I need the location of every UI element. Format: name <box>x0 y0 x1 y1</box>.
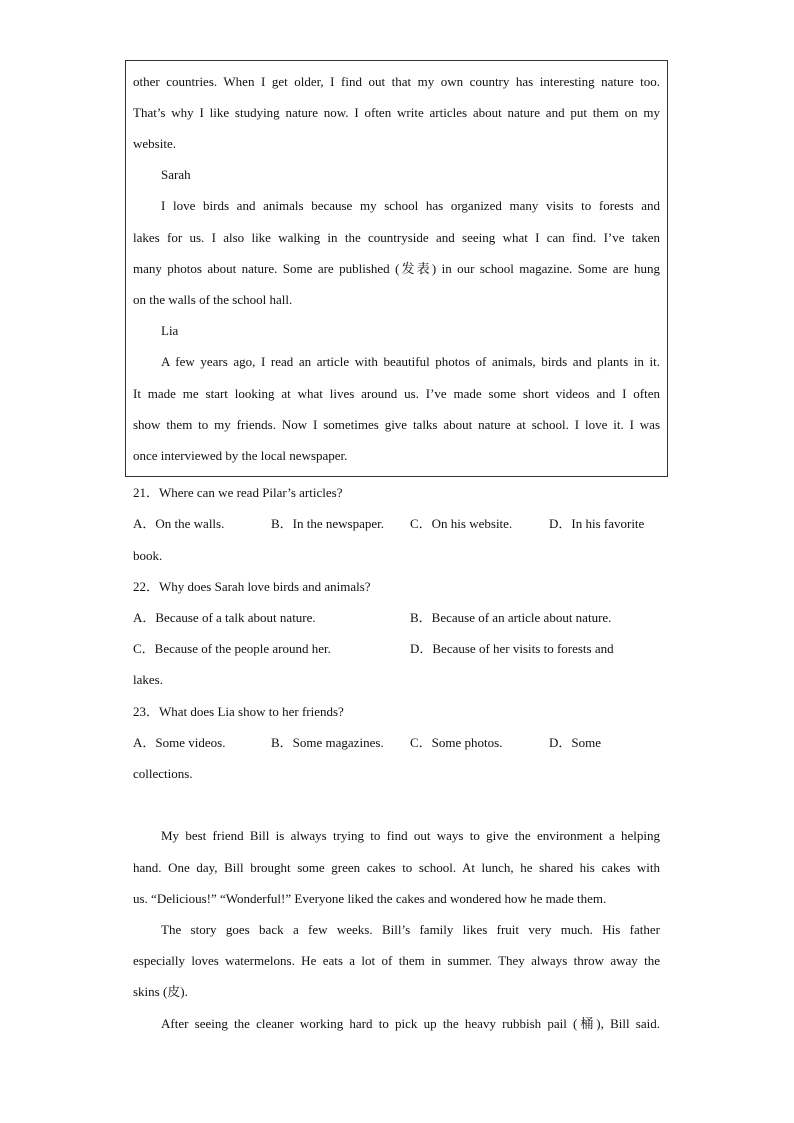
answer-option-b: B．Some magazines. <box>271 735 384 750</box>
passage-line: show them to my friends. Now I sometimes give talks about nature at school. I love it. I was <box>133 417 660 432</box>
speaker-name-lia: Lia <box>161 323 179 338</box>
passage-line: other countries. When I get older, I find out that my own country has interesting nature too. <box>133 74 660 89</box>
passage-line: many photos about nature. Some are published (发表) in our school magazine. Some are hung <box>133 261 660 276</box>
passage-line: once interviewed by the local newspaper. <box>133 448 348 463</box>
passage-line: The story goes back a few weeks. Bill’s family likes fruit very much. His father <box>161 922 660 937</box>
passage-line: skins (皮). <box>133 984 188 999</box>
answer-option-c: C．On his website. <box>410 516 513 531</box>
passage-line: hand. One day, Bill brought some green cakes to school. At lunch, he shared his cakes with <box>133 860 660 875</box>
speaker-name-sarah: Sarah <box>161 167 191 182</box>
answer-option-d: D．Because of her visits to forests and <box>410 641 614 656</box>
passage-line: A few years ago, I read an article with beautiful photos of animals, birds and plants in it. <box>161 354 660 369</box>
passage-line: especially loves watermelons. He eats a lot of them in summer. They always throw away the <box>133 953 660 968</box>
question-stem: 22．Why does Sarah love birds and animals? <box>133 579 371 594</box>
answer-option-a: A．On the walls. <box>133 516 225 531</box>
passage-line: us. “Delicious!” “Wonderful!” Everyone liked the cakes and wondered how he made them. <box>133 891 607 906</box>
passage-line: lakes for us. I also like walking in the countryside and seeing what I can find. I’ve taken <box>133 230 660 245</box>
answer-option-wrap: lakes. <box>133 672 163 687</box>
passage-line: It made me start looking at what lives around us. I’ve made some short videos and I often <box>133 386 660 401</box>
question-stem: 23．What does Lia show to her friends? <box>133 704 344 719</box>
answer-option-b: B．Because of an article about nature. <box>410 610 612 625</box>
answer-option-a: A．Some videos. <box>133 735 226 750</box>
passage-line: After seeing the cleaner working hard to pick up the heavy rubbish pail (桶), Bill said. <box>161 1016 660 1031</box>
passage-line: I love birds and animals because my school has organized many visits to forests and <box>161 198 660 213</box>
answer-option-b: B．In the newspaper. <box>271 516 385 531</box>
passage-line: My best friend Bill is always trying to find out ways to give the environment a helping <box>161 828 660 843</box>
question-stem: 21．Where can we read Pilar’s articles? <box>133 485 343 500</box>
answer-option-c: C．Because of the people around her. <box>133 641 331 656</box>
answer-option-a: A．Because of a talk about nature. <box>133 610 316 625</box>
passage-line: website. <box>133 136 176 151</box>
answer-option-d: D．In his favorite <box>549 516 645 531</box>
answer-option-c: C．Some photos. <box>410 735 503 750</box>
passage-line: on the walls of the school hall. <box>133 292 293 307</box>
answer-option-wrap: collections. <box>133 766 193 781</box>
answer-option-d: D．Some <box>549 735 602 750</box>
answer-option-wrap: book. <box>133 548 163 563</box>
passage-line: That’s why I like studying nature now. I often write articles about nature and put them on my <box>133 105 660 120</box>
